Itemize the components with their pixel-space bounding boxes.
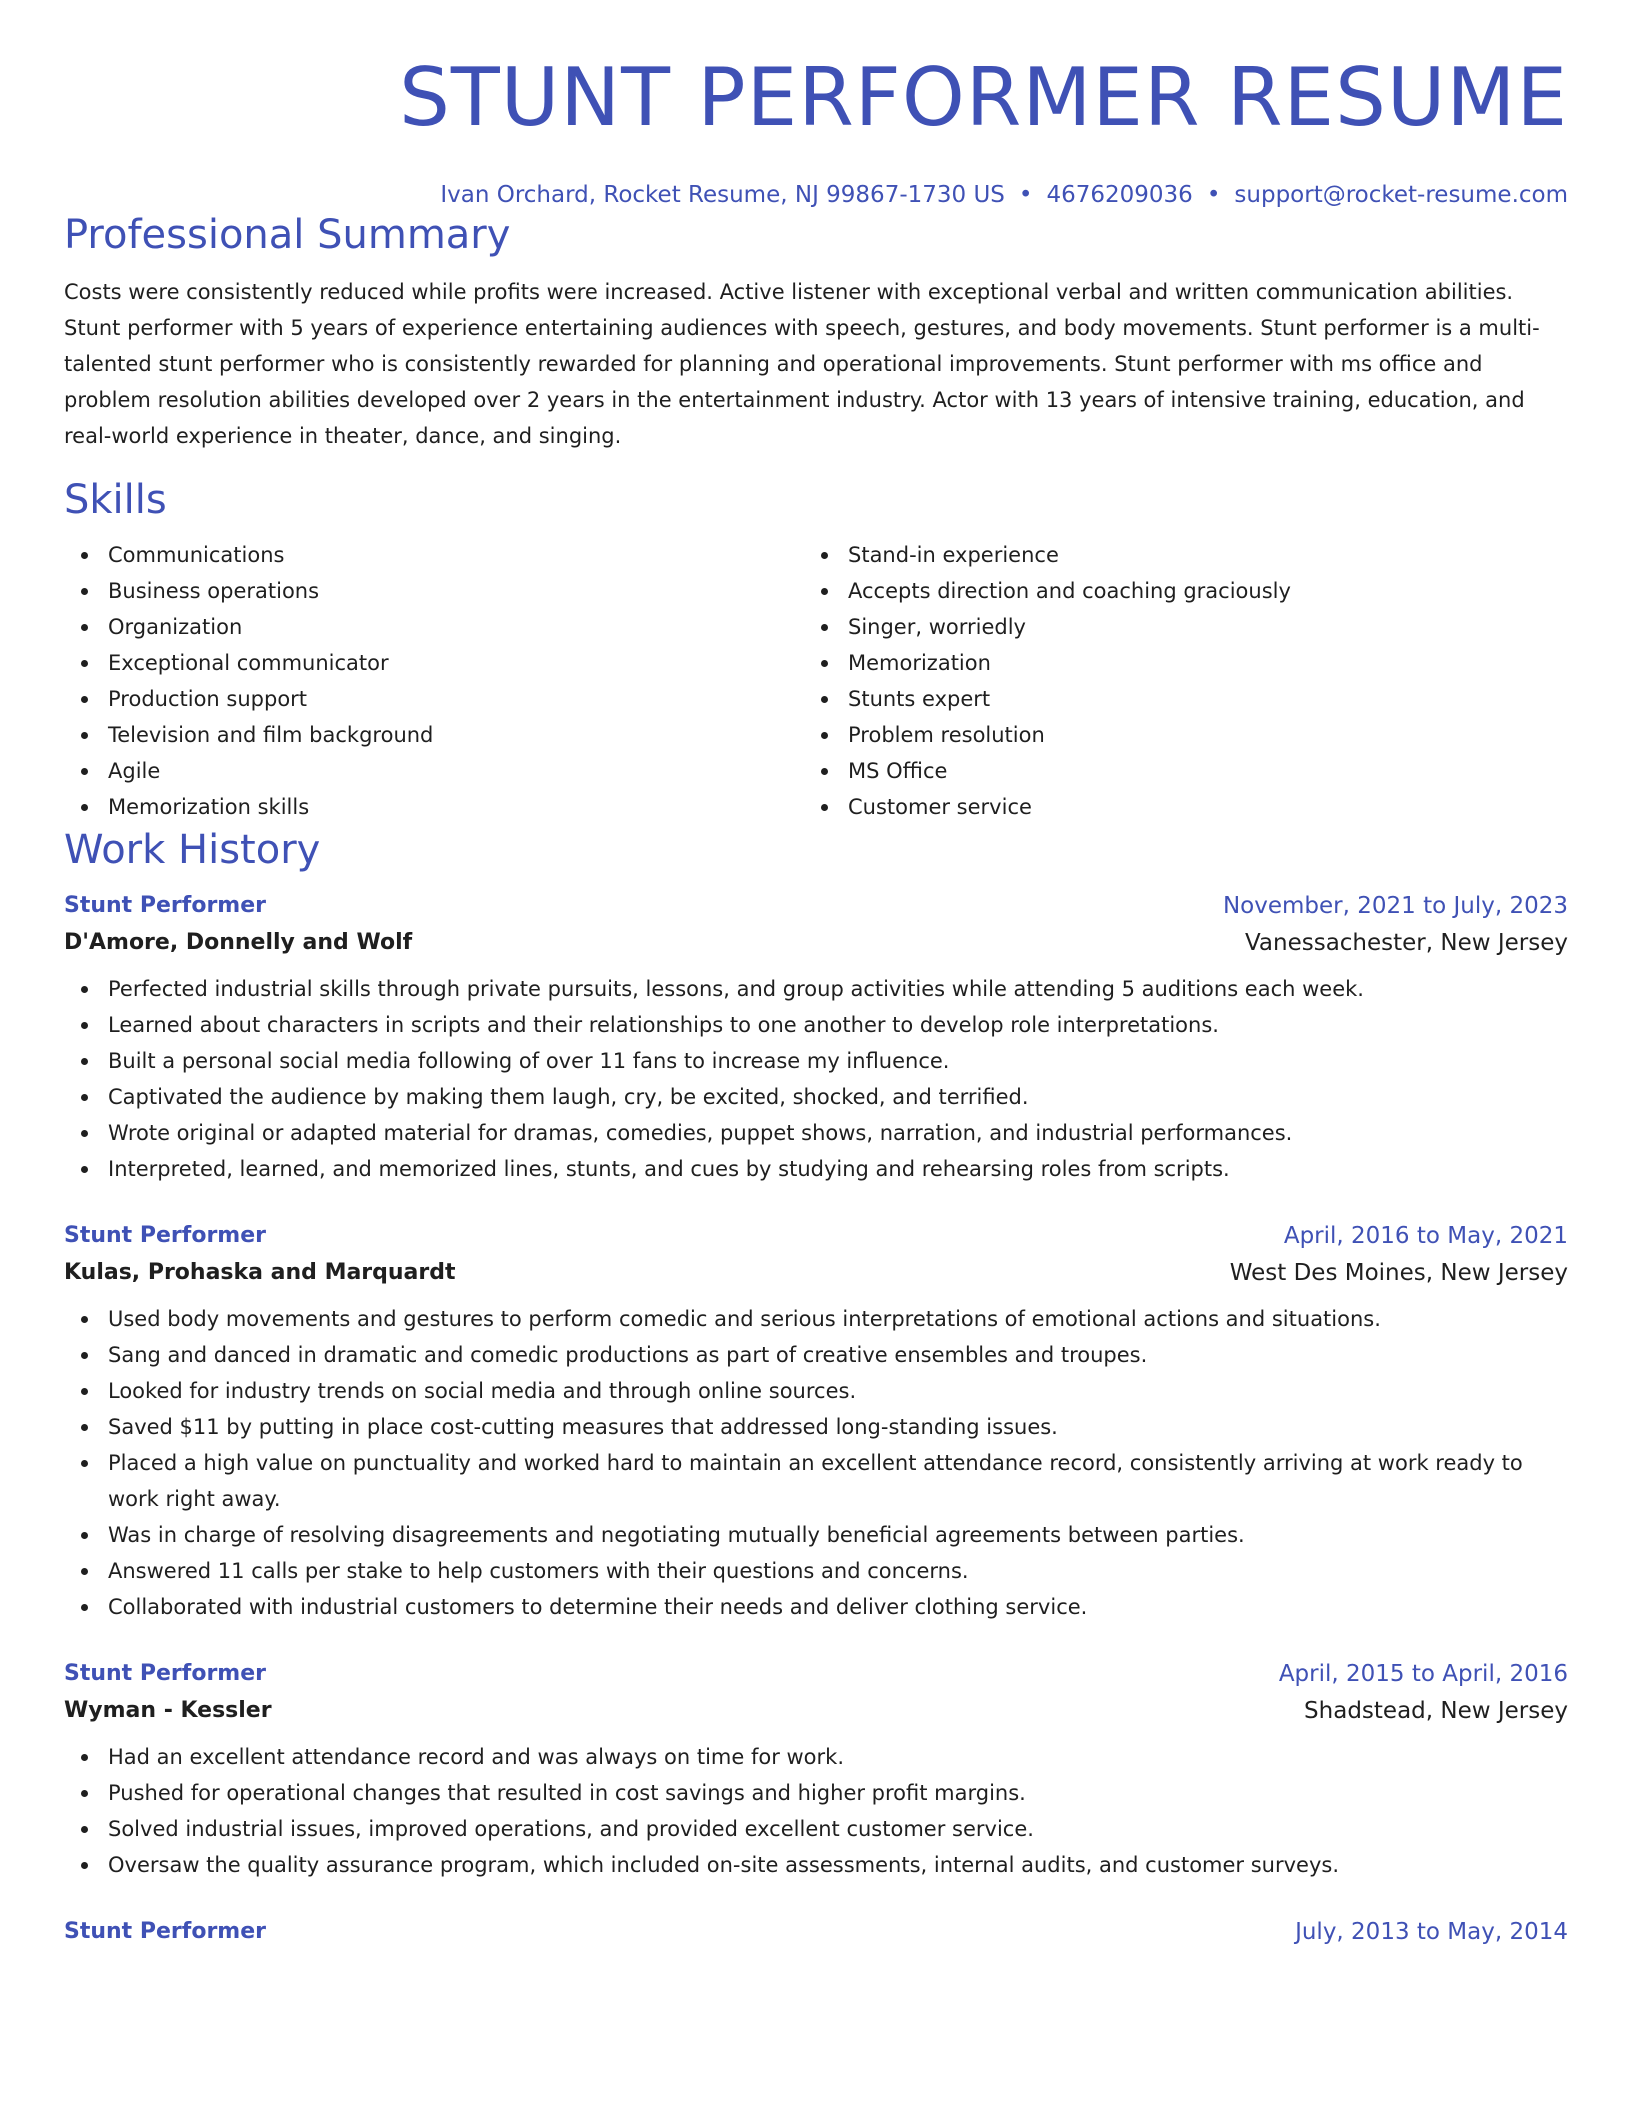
job-location: Shadstead, New Jersey [1304,1698,1568,1724]
skill-item: Customer service [804,789,1544,825]
resume-header [64,0,1568,210]
skills-column-left [64,537,804,825]
job-title: Stunt Performer [64,1919,266,1944]
job-bullet: Built a personal social media following of over 11 fans to increase my influence. [64,1043,1568,1079]
job-dates: April, 2015 to April, 2016 [1278,1661,1568,1687]
job-location: West Des Moines, New Jersey [1229,1260,1568,1286]
contact-phone: 4676209036 [1046,182,1193,208]
job-entry [64,1913,1568,1951]
job-bullet: Collaborated with industrial customers to determine their needs and deliver clothing service. [64,1589,1568,1625]
job-location: Vanessachester, New Jersey [1244,930,1568,956]
job-bullet: Interpreted, learned, and memorized lines, stunts, and cues by studying and rehearsing roles from scripts. [64,1151,1568,1187]
skill-item: Memorization [804,645,1544,681]
skill-item: Production support [64,681,804,717]
contact-address: Ivan Orchard, Rocket Resume, NJ 99867-1730 US [440,182,1005,208]
skill-item: Organization [64,609,804,645]
skill-item: Exceptional communicator [64,645,804,681]
job-bullet: Captivated the audience by making them laugh, cry, be excited, shocked, and terrified. [64,1079,1568,1115]
skill-item: Communications [64,537,804,573]
job-bullet: Perfected industrial skills through private pursuits, lessons, and group activities while attending 5 auditions each week. [64,971,1568,1007]
skill-item: Memorization skills [64,789,804,825]
job-bullet: Pushed for operational changes that resulted in cost savings and higher profit margins. [64,1775,1568,1811]
job-bullet: Wrote original or adapted material for dramas, comedies, puppet shows, narration, and industrial performances. [64,1115,1568,1151]
job-bullet: Had an excellent attendance record and was always on time for work. [64,1739,1568,1775]
skill-item: Problem resolution [804,717,1544,753]
summary-heading: Professional Summary [64,212,511,258]
job-bullet: Placed a high value on punctuality and worked hard to maintain an excellent attendance record, consistently arriving at work ready to work right away. [64,1445,1568,1517]
job-bullet: Used body movements and gestures to perform comedic and serious interpretations of emotional actions and situations. [64,1301,1568,1337]
skill-item: Accepts direction and coaching graciously [804,573,1544,609]
skill-item: Agile [64,753,804,789]
contact-line [64,180,1568,210]
skills-list [64,537,1568,825]
contact-email: support@rocket-resume.com [1234,182,1568,208]
job-bullets [64,1739,1568,1883]
job-bullets [64,1301,1568,1625]
job-bullet: Solved industrial issues, improved operations, and provided excellent customer service. [64,1811,1568,1847]
job-entry [64,887,1568,1187]
job-bullet: Learned about characters in scripts and their relationships to one another to develop role interpretations. [64,1007,1568,1043]
job-bullet: Was in charge of resolving disagreements and negotiating mutually beneficial agreements between parties. [64,1517,1568,1553]
job-bullets [64,971,1568,1187]
job-title: Stunt Performer [64,1223,266,1248]
skill-item: Business operations [64,573,804,609]
skill-item: Television and film background [64,717,804,753]
skill-item: Stand-in experience [804,537,1544,573]
skills-column-right [804,537,1544,825]
job-bullet: Saved $11 by putting in place cost-cutting measures that addressed long-standing issues. [64,1409,1568,1445]
contact-separator: • [1206,182,1221,208]
contact-separator: • [1018,182,1033,208]
job-entry [64,1217,1568,1625]
skill-item: MS Office [804,753,1544,789]
resume-title: STUNT PERFORMER RESUME [399,51,1568,144]
skills-heading: Skills [64,477,167,523]
job-company: Wyman - Kessler [64,1698,272,1723]
job-entry [64,1655,1568,1883]
job-title: Stunt Performer [64,893,266,918]
job-bullet: Sang and danced in dramatic and comedic productions as part of creative ensembles and troupes. [64,1337,1568,1373]
job-company: D'Amore, Donnelly and Wolf [64,930,413,955]
job-company: Kulas, Prohaska and Marquardt [64,1260,456,1285]
job-bullet: Answered 11 calls per stake to help customers with their questions and concerns. [64,1553,1568,1589]
skill-item: Singer, worriedly [804,609,1544,645]
job-bullet: Oversaw the quality assurance program, which included on-site assessments, internal audits, and customer surveys. [64,1847,1568,1883]
job-title: Stunt Performer [64,1661,266,1686]
job-dates: April, 2016 to May, 2021 [1283,1223,1568,1249]
job-dates: November, 2021 to July, 2023 [1222,893,1568,919]
work-history-heading: Work History [64,827,321,873]
job-bullet: Looked for industry trends on social media and through online sources. [64,1373,1568,1409]
summary-text: Costs were consistently reduced while profits were increased. Active listener with exceptional verbal and written communication abilities. Stunt performer with 5 years of experience entertaining audiences with speech, gestures, and body movements. Stunt performer is a multi-talented stunt performer who is consistently rewarded for planning and operational improvements. Stunt performer with ms office and problem resolution abilities developed over 2 years in the entertainment industry. Actor with 13 years of intensive training, education, and real-world experience in theater, dance, and singing. [64,280,1540,448]
job-dates: July, 2013 to May, 2014 [1295,1919,1568,1945]
skill-item: Stunts expert [804,681,1544,717]
